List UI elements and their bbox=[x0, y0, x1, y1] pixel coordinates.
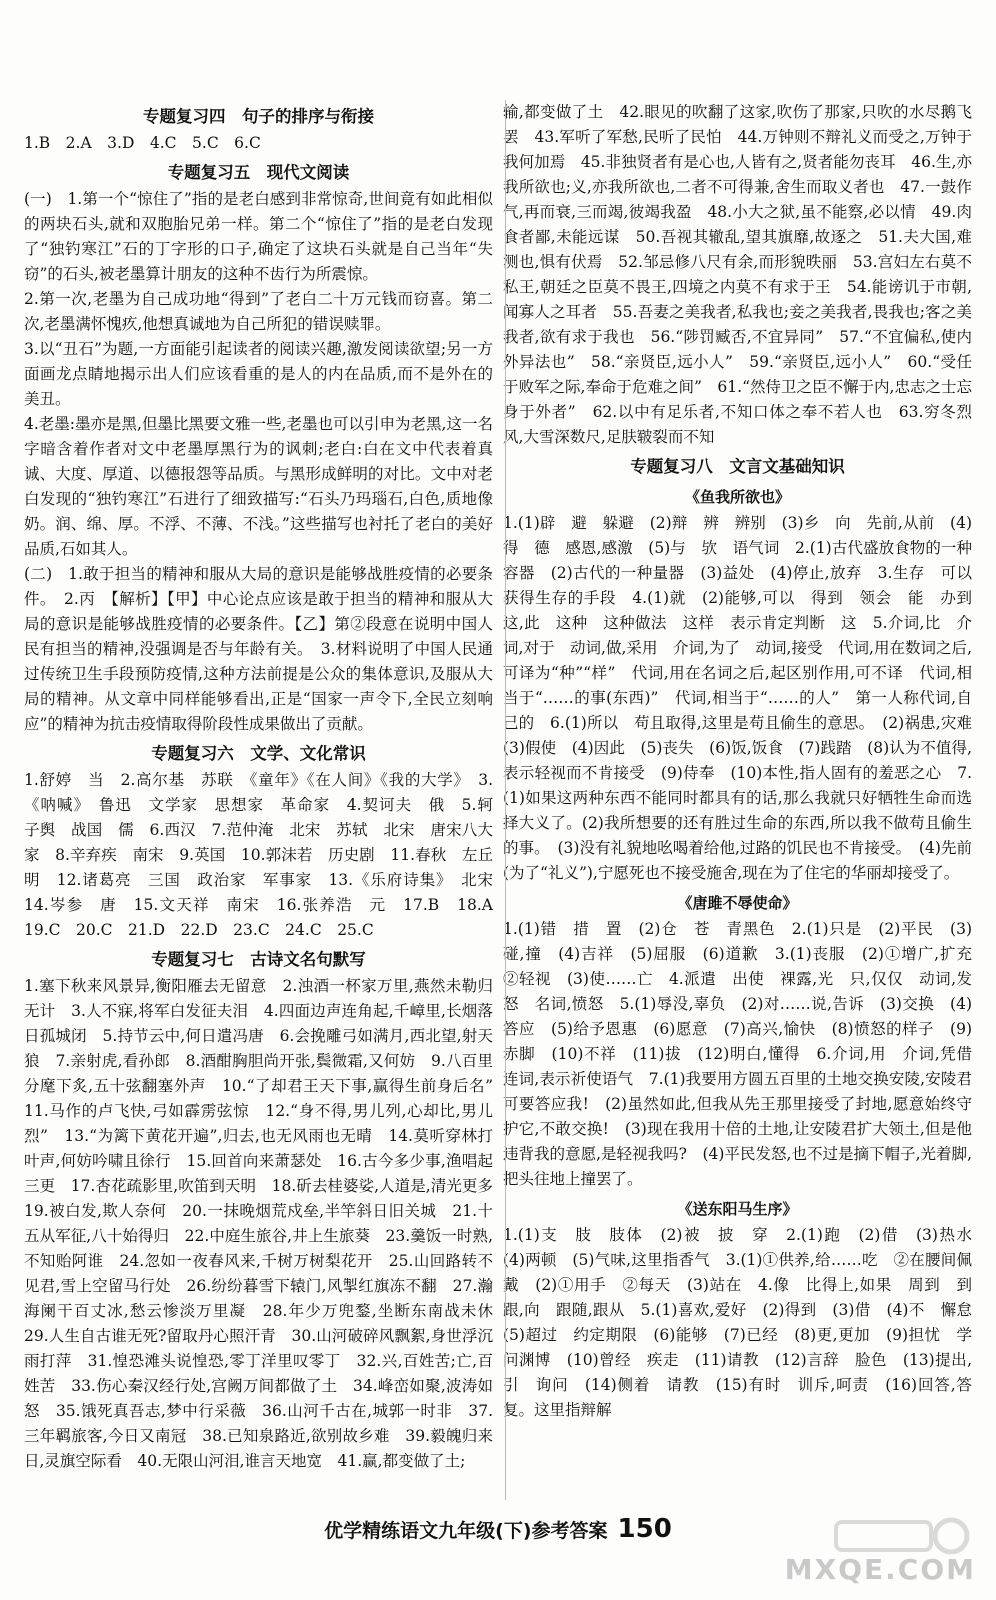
answers-5-3: 3.以“丑石”为题,一方面能引起读者的阅读兴趣,激发阅读欲望;另一方面画龙点睛地揭示出人们应该看重的是人的内在品质,而不是外在的美丑。 bbox=[24, 340, 493, 408]
section-title-8: 专题复习八 文言文基础知识 bbox=[630, 457, 845, 476]
answers-8-1: 1.(1)辟 避 躲避 (2)辩 辨 辨别 (3)乡 向 先前,从前 (4)得 德 感恩,感激 (5)与 欤 语气词 2.(1)古代盛放食物的一种容器 (2)古代的一种量器 (3)益处 (4)停止,放弃 3.生存 可以获得生存的手段 4.(1)就 (2)能够,可以 得到 领会 能 办到 这,此 这种 这种做法 这样 表示肯定判断 这 5.介词,比 介词,对于 动词,做,采用 介词,为了 动词,接受 代词,用在数词之后,可译为“种”“样” 代词,用在名词之后,起区别作用,可不译 代词,相当于“……的事(东西)” 代词,相当于“……的人” 第一人称代词,自己的 6.(1)所以 苟且取得,这里是苟且偷生的意思。 (2)祸患,灾难 (3)假使 (4)因此 (5)丧失 (6)饭,饭食 (7)践踏 (8)认为不值得,表示轻视而不肯接受 (9)侍奉 (10)本性,指人固有的羞恶之心 7.(1)如果这两种东西不能同时都具有的话,那么我就只好牺牲生命而选择大义了。(2)我所想要的还有胜过生命的东西,所以我不做苟且偷生的事。 (3)没有礼貌地吆喝着给他,过路的饥民也不肯接受。 (4)先前(为了“礼义”),宁愿死也不接受施舍,现在为了住宅的华丽却接受了。 bbox=[503, 514, 972, 882]
watermark-text: MXQE.COM bbox=[784, 1553, 976, 1586]
section-title-4: 专题复习四 句子的排序与衔接 bbox=[143, 107, 374, 126]
answers-7: 1.塞下秋来风景异,衡阳雁去无留意 2.浊酒一杯家万里,燕然未勒归无计 3.人不寐,将军白发征夫泪 4.四面边声连角起,千嶂里,长烟落日孤城闭 5.持节云中,何日遣冯唐 6.会挽雕弓如满月,西北望,射天狼 7.亲射虎,看孙郎 8.酒酣胸胆尚开张,鬓微霜,又何妨 9.八百里分麾下炙,五十弦翻塞外声 10.“了却君王天下事,赢得生前身后名” 11.马作的卢飞快,弓如霹雳弦惊 12.“身不得,男儿列,心却比,男儿烈” 13.“为篱下黄花开遍”,归去,也无风雨也无晴 14.莫听穿林打叶声,何妨吟啸且徐行 15.回首向来萧瑟处 16.古今多少事,渔唱起三更 17.杏花疏影里,吹笛到天明 18.斫去桂婆娑,人道是,清光更多 19.被白发,欺人奈何 20.一抹晚烟荒戍垒,半竿斜日旧关城 21.十五从军征,八十始得归 22.中庭生旅谷,井上生旅葵 23.羹饭一时熟,不知贻阿谁 24.忽如一夜春风来,千树万树梨花开 25.山回路转不见君,雪上空留马行处 26.纷纷暮雪下辕门,风掣红旗冻不翻 27.瀚海阑干百丈冰,愁云惨淡万里凝 28.年少万兜鍪,坐断东南战未休 29.人生自古谁无死?留取丹心照汗青 30.山河破碎风飘絮,身世浮沉雨打萍 31.惶恐滩头说惶恐,零丁洋里叹零丁 32.兴,百姓苦;亡,百姓苦 33.伤心秦汉经行处,宫阙万间都做了土 34.峰峦如聚,波涛如怒 35.饿死真吾志,梦中行采薇 36.山河千古在,城郭一时非 37.三年羁旅客,今日又南冠 38.已知泉路近,欲别故乡难 39.毅魄归来日,灵旗空际看 40.无限山河泪,谁言天地宽 41.赢,都变做了土; bbox=[24, 977, 493, 1470]
section-title-6: 专题复习六 文学、文化常识 bbox=[151, 744, 366, 763]
footer-title: 优学精练语文九年级(下)参考答案 bbox=[324, 1520, 608, 1542]
answers-5-2: 2.第一次,老墨为自己成功地“得到”了老白二十万元钱而窃喜。第二次,老墨满怀愧疚,他想真诚地为自己所犯的错误赎罪。 bbox=[24, 290, 493, 333]
answer-page bbox=[24, 100, 972, 1500]
subtitle-2: 《唐雎不辱使命》 bbox=[677, 894, 798, 912]
answers-5-5: (二) 1.敢于担当的精神和服从大局的意识是能够战胜疫情的必要条件。 2.丙 【解析】【甲】中心论点应该是敢于担当的精神和服从大局的意识是能够战胜疫情的必要条件。【乙】第②段意在说明中国人民有担当的精神,没强调是否与年龄有关。 3.材料说明了中国人民通过传统卫生手段预防疫情,这种方法前提是公众的集体意识,及服从大局的精神。从文章中同样能够看出,正是“国家一声令下,全民立刻响应”的精神为抗击疫情取得阶段性成果做出了贡献。 bbox=[24, 565, 493, 733]
answers-5-4: 4.老墨:墨亦是黑,但墨比黑要文雅一些,老墨也可以引申为老黑,这一名字暗含着作者对文中老墨厚黑行为的讽刺;老白:白在文中代表着真诚、大度、厚道、以德报怨等品质。与黑形成鲜明的对比。文中对老白发现的“独钓寒江”石进行了细致描写:“石头乃玛瑙石,白色,质地像奶。润、绵、厚。不浮、不薄、不浅。”这些描写也衬托了老白的美好品质,石如其人。 bbox=[24, 415, 493, 558]
section-title-5: 专题复习五 现代文阅读 bbox=[167, 163, 350, 182]
answers-8-2: 1.(1)错 措 置 (2)仓 苍 青黑色 2.(1)只是 (2)平民 (3)碰,撞 (4)吉祥 (5)屈服 (6)道歉 3.(1)丧服 (2)①增广,扩充 ②轻视 (3)使……亡 4.派遣 出使 裸露,光 只,仅仅 动词,发怒 名词,愤怒 5.(1)辱没,辜负 (2)对……说,告诉 (3)交换 (4)答应 (5)给予恩惠 (6)愿意 (7)高兴,愉快 (8)愤怒的样子 (9)赤脚 (10)不祥 (11)拔 (12)明白,懂得 6.介词,用 介词,凭借 连词,表示祈使语气 7.(1)我要用方圆五百里的土地交换安陵,安陵君可要答应我! (2)虽然如此,但我从先王那里接受了封地,愿意始终守护它,不敢交换! (3)现在我用十倍的土地,让安陵君扩大领土,但是他违背我的意愿,是轻视我吗? (4)平民发怒,也不过是摘下帽子,光着脚,把头往地上撞罢了。 bbox=[503, 920, 972, 1188]
page-number: 150 bbox=[617, 1514, 672, 1544]
subtitle-1: 《鱼我所欲也》 bbox=[684, 488, 790, 506]
left-column bbox=[24, 100, 493, 1500]
section-title-7: 专题复习七 古诗文名句默写 bbox=[151, 950, 366, 969]
answers-5-1: (一) 1.第一个“惊住了”指的是老白感到非常惊奇,世间竟有如此相似的两块石头,就和双胞胎兄弟一样。第二个“惊住了”指的是老白发现了“独钓寒江”石的丁字形的口子,确定了这块石头就是自己当年“失窃”的石头,被老墨算计朋友的这种不齿行为所震惊。 bbox=[24, 190, 493, 283]
answers-7-cont: 输,都变做了土 42.眼见的吹翻了这家,吹伤了那家,只吹的水尽鹅飞罢 43.军听了军愁,民听了民怕 44.万钟则不辩礼义而受之,万钟于我何加焉 45.非独贤者有是心也,人皆有之,贤者能勿丧耳 46.生,亦我所欲也;义,亦我所欲也,二者不可得兼,舍生而取义者也 47.一鼓作气,再而衰,三而竭,彼竭我盈 48.小大之狱,虽不能察,必以情 49.肉食者鄙,未能远谋 50.吾视其辙乱,望其旗靡,故逐之 51.夫大国,难测也,惧有伏焉 52.邹忌修八尺有余,而形貌昳丽 53.宫妇左右莫不私王,朝廷之臣莫不畏王,四境之内莫不有求于王 54.能谤讥于市朝,闻寡人之耳者 55.吾妻之美我者,私我也;妾之美我者,畏我也;客之美我者,欲有求于我也 56.“陟罚臧否,不宜异同” 57.“不宜偏私,使内外异法也” 58.“亲贤臣,远小人” 59.“亲贤臣,远小人” 60.“受任于败军之际,奉命于危难之间” 61.“然侍卫之臣不懈于内,忠志之士忘身于外者” 62.以中有足乐者,不知口体之奉不若人也 63.穷冬烈风,大雪深数尺,足肤皲裂而不知 bbox=[503, 103, 972, 446]
answers-6: 1.舒婷 当 2.高尔基 苏联 《童年》《在人间》《我的大学》 3.《呐喊》 鲁迅 文学家 思想家 革命家 4.契诃夫 俄 5.轲 子舆 战国 儒 6.西汉 7.范仲淹 北宋 苏轼 北宋 唐宋八大家 8.辛弃疾 南宋 9.英国 10.郭沫若 历史剧 11.春秋 左丘明 12.诸葛亮 三国 政治家 军事家 13.《乐府诗集》 北宋 14.岑参 唐 15.文天祥 南宋 16.张养浩 元 17.B 18.A 19.C 20.C 21.D 22.D 23.C 24.C 25.C bbox=[24, 771, 493, 939]
right-column bbox=[503, 100, 972, 1500]
answers-4: 1.B 2.A 3.D 4.C 5.C 6.C bbox=[24, 134, 261, 152]
answers-8-3: 1.(1)支 肢 肢体 (2)被 披 穿 2.(1)跑 (2)借 (3)热水 (4)两顿 (5)气味,这里指香气 3.(1)①供养,给……吃 ②在腰间佩戴 (2)①用手 ②每天 (3)站在 4.像 比得上,如果 周到 到 跟,向 跟随,跟从 5.(1)喜欢,爱好 (2)得到 (3)借 (4)不 懈怠 (5)超过 约定期限 (6)能够 (7)已经 (8)更,更加 (9)担忧 学问渊博 (10)曾经 疾走 (11)请教 (12)言辞 脸色 (13)提出,引 询问 (14)侧着 请教 (15)有时 训斥,呵责 (16)回答,答复。这里指辩解 bbox=[503, 1226, 972, 1419]
column-divider bbox=[505, 100, 506, 1500]
subtitle-3: 《送东阳马生序》 bbox=[677, 1200, 798, 1218]
